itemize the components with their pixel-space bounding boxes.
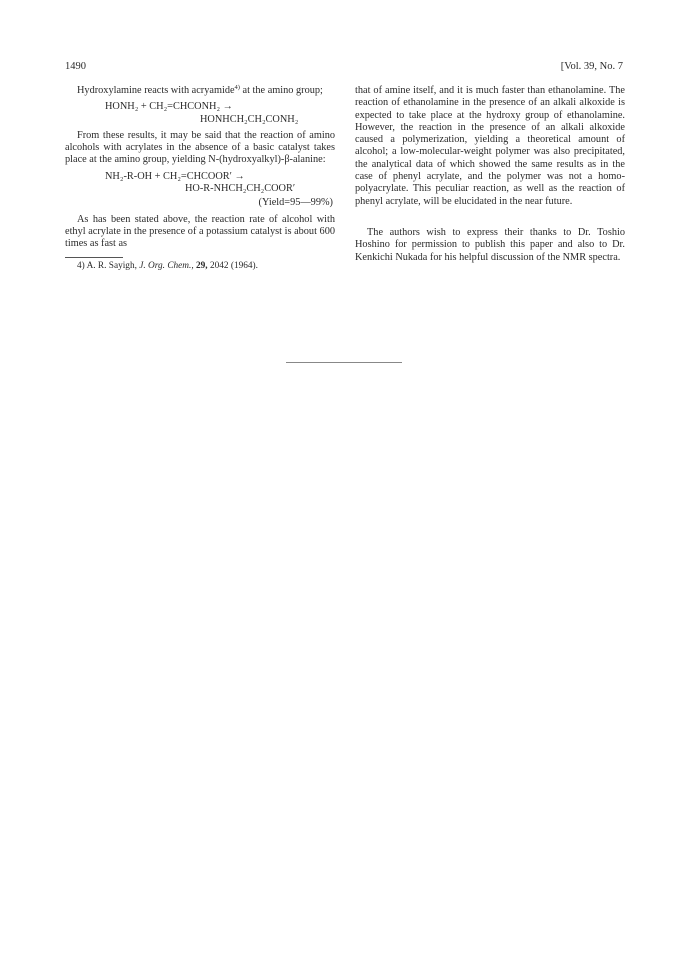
equation-amino-alcohol	[65, 171, 335, 210]
left-column	[65, 85, 335, 272]
page-number: 1490	[65, 61, 86, 72]
equation-2-yield: (Yield=95—99%)	[258, 197, 333, 209]
footnote-ref-4: 4)	[234, 84, 240, 91]
footnote-journal: J. Org. Chem.,	[139, 260, 194, 271]
paragraph-hydroxylamine-text: Hydroxylamine reacts with acryamide	[77, 85, 235, 96]
equation-2-reactants: NH₂-R-OH + CH₂=CHCOOR′ →	[105, 170, 245, 182]
footnote-volume: 29,	[196, 260, 208, 271]
equation-hydroxylamine	[65, 101, 335, 126]
right-column	[355, 85, 625, 264]
footnote-divider	[65, 257, 123, 258]
footnote-pages-year: 2042 (1964).	[209, 260, 258, 271]
acknowledgement: The authors wish to express their thanks to Dr. Toshio Hoshino for permission to publish this paper and also to Dr. Kenkichi Nukada for his helpful discussion of the NMR spectra.	[355, 226, 625, 263]
equation-2-product: HO-R-NHCH₂CH₂COOR′	[185, 183, 296, 195]
equation-1-reactants: HONH₂ + CH₂=CHCONH₂ →	[105, 101, 233, 113]
footnote-number: 4)	[77, 260, 85, 271]
paragraph-results: From these results, it may be said that the reaction of amino alcohols with acrylates in the absence of a basic catalyst takes place at the amino group, yielding N-(hydroxyalkyl)-β-alanine:	[65, 129, 335, 166]
paragraph-hydroxylamine-tail: at the amino group;	[239, 85, 323, 96]
paragraph-ethanolamine: that of amine itself, and it is much faster than ethanolamine. The reaction of ethanolamine in the presence of an alkali alkoxide is expected to take place at the hydroxy group of ethanolamine. However, the reaction in the presence of an alkali alkoxide caused a polymerization, yielding a theoretical amount of alcohol; a low-molecular-weight polymer was also precipitated, the analytical data of which showed the same results as in the case of phenyl acrylate, and the polymer was not a homo-polyacrylate. This peculiar reaction, as well as the reaction of phenyl acrylate, will be elucidated in the near future.	[355, 85, 625, 207]
volume-info: [Vol. 39, No. 7	[560, 61, 623, 72]
footnote-4	[65, 261, 335, 272]
paragraph-reaction-rate: As has been stated above, the reaction rate of alcohol with ethyl acrylate in the presence of a potassium catalyst is about 600 times as fast as	[65, 213, 335, 250]
paragraph-hydroxylamine	[65, 85, 335, 97]
end-of-article-rule	[286, 362, 402, 363]
equation-1-product: HONHCH₂CH₂CONH₂	[200, 113, 299, 125]
footnote-authors: A. R. Sayigh,	[86, 260, 137, 271]
